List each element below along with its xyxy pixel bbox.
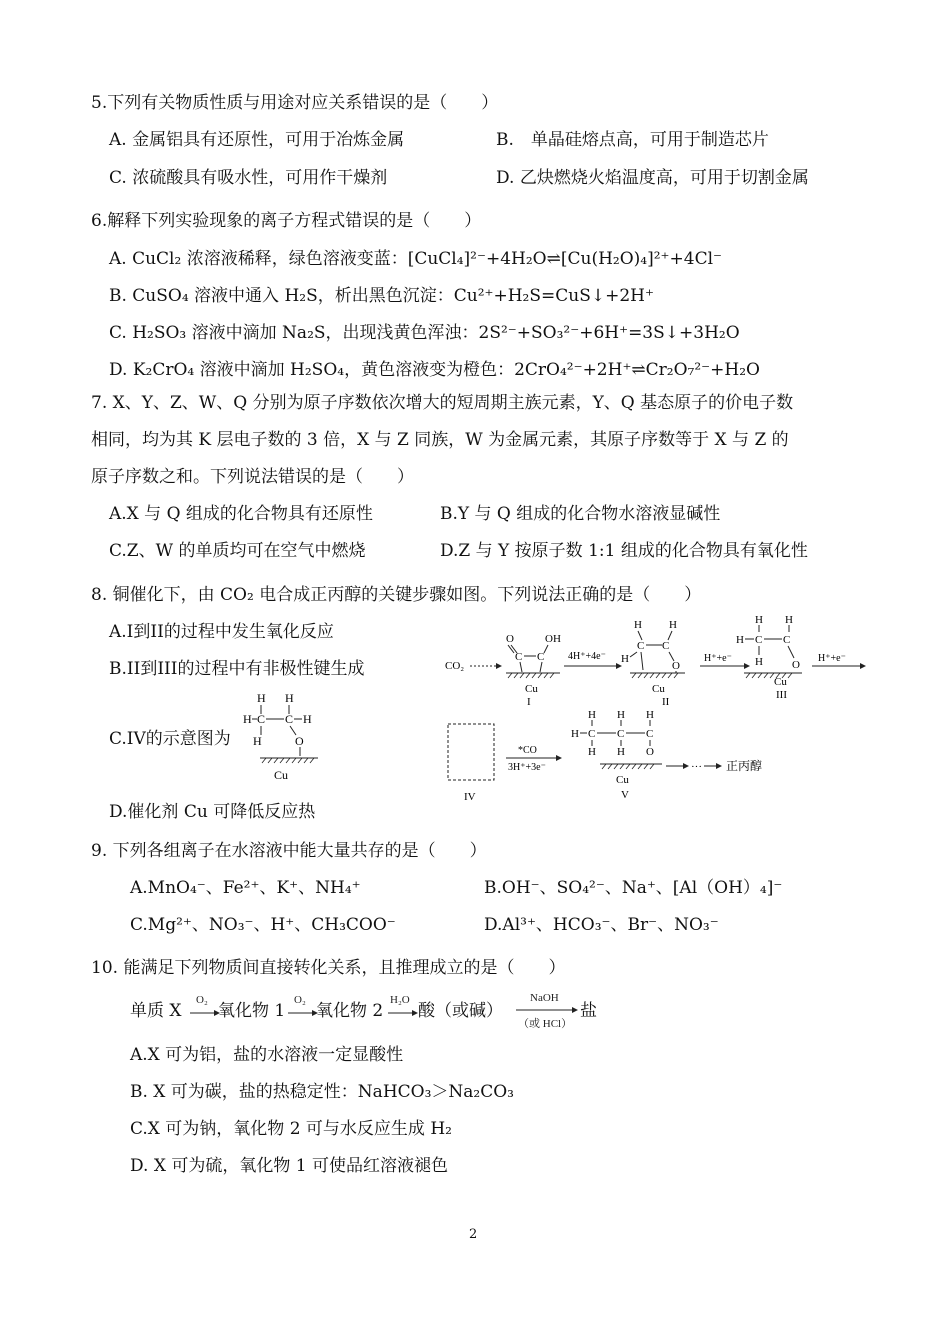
structure-v-label: V — [621, 789, 629, 801]
svg-text:H: H — [257, 691, 266, 705]
q8-option-b: B.II到III的过程中有非极性键生成 — [109, 659, 365, 679]
q10-option-a: A.X 可为铝，盐的水溶液一定显酸性 — [130, 1045, 404, 1065]
svg-text:H: H — [669, 619, 677, 631]
q5-option-b: B. 单晶硅熔点高，可用于制造芯片 — [496, 130, 769, 150]
svg-text:O: O — [506, 633, 514, 645]
arrow-label-h2o: H₂O — [390, 994, 410, 1006]
q6-option-b: B. CuSO₄ 溶液中通入 H₂S，析出黑色沉淀：Cu²⁺+H₂S=CuS↓+2H⁺ — [109, 286, 654, 306]
svg-text:H: H — [621, 653, 629, 665]
q7-option-a: A.X 与 Q 组成的化合物具有还原性 — [109, 504, 373, 524]
svg-text:H: H — [617, 709, 625, 721]
arrow-label-o2-1: O₂ — [196, 994, 208, 1006]
svg-text:H: H — [285, 691, 294, 705]
q8-stem: 8. 铜催化下，由 CO₂ 电合成正丙醇的关键步骤如图。下列说法正确的是（ ） — [91, 585, 702, 605]
conversion-chain — [130, 990, 650, 1030]
svg-text:H: H — [253, 734, 262, 748]
structure-iv-label: IV — [464, 791, 476, 803]
product-label: 正丙醇 — [726, 759, 763, 773]
svg-text:···: ··· — [691, 761, 702, 773]
svg-text:H: H — [755, 614, 763, 626]
svg-text:H: H — [588, 709, 596, 721]
svg-text:C: C — [617, 728, 625, 740]
svg-text:C: C — [637, 640, 645, 652]
q7-option-c: C.Z、W 的单质均可在空气中燃烧 — [109, 541, 366, 561]
svg-text:H: H — [755, 656, 763, 668]
q6-stem: 6.解释下列实验现象的离子方程式错误的是（ ） — [91, 211, 482, 231]
svg-text:H: H — [571, 728, 579, 740]
svg-text:H: H — [617, 746, 625, 758]
arrow-label-hcl: （或 HCl） — [518, 1018, 573, 1030]
svg-text:C: C — [257, 712, 266, 726]
svg-text:H: H — [785, 614, 793, 626]
structure-ii-cu: Cu — [652, 683, 665, 695]
q9-option-a: A.MnO₄⁻、Fe²⁺、K⁺、NH₄⁺ — [130, 878, 361, 898]
q5-option-d: D. 乙炔燃烧火焰温度高，可用于切割金属 — [496, 168, 809, 188]
svg-text:C: C — [783, 634, 791, 646]
structure-ii-label: II — [662, 696, 670, 708]
structure-v-cu: Cu — [616, 774, 629, 786]
svg-text:H: H — [634, 619, 642, 631]
q10-stem: 10. 能满足下列物质间直接转化关系，且推理成立的是（ ） — [91, 958, 566, 978]
reaction-diagram — [440, 612, 940, 812]
structure-i-label: I — [527, 696, 531, 708]
q8-option-d: D.催化剂 Cu 可降低反应热 — [109, 802, 316, 822]
q6-option-c: C. H₂SO₃ 溶液中滴加 Na₂S，出现浅黄色浑浊：2S²⁻+SO₃²⁻+6H⁺=3S↓+3H₂O — [109, 323, 740, 343]
arrow-label-naoh: NaOH — [530, 992, 559, 1004]
svg-text:O: O — [646, 746, 654, 758]
q7-option-d: D.Z 与 Y 按原子数 1:1 组成的化合物具有氧化性 — [440, 541, 808, 561]
q5-stem: 5.下列有关物质性质与用途对应关系错误的是（ ） — [91, 93, 499, 113]
q8-option-a: A.I到II的过程中发生氧化反应 — [109, 622, 334, 642]
svg-text:O: O — [672, 660, 680, 672]
q9-option-c: C.Mg²⁺、NO₃⁻、H⁺、CH₃COO⁻ — [130, 915, 396, 935]
svg-text:4H⁺+4e⁻: 4H⁺+4e⁻ — [568, 651, 606, 662]
q10-option-b: B. X 可为碳，盐的热稳定性：NaHCO₃＞Na₂CO₃ — [130, 1082, 514, 1102]
chain-oxide-2: 氧化物 2 — [316, 1001, 384, 1021]
page-number: 2 — [469, 1227, 478, 1242]
q5-option-a: A. 金属铝具有还原性，可用于冶炼金属 — [109, 130, 405, 150]
svg-text:C: C — [515, 651, 523, 663]
svg-text:O: O — [295, 734, 304, 748]
q6-option-d: D. K₂CrO₄ 溶液中滴加 H₂SO₄，黄色溶液变为橙色：2CrO₄²⁻+2H⁺⇌Cr₂O₇²⁻+H₂O — [109, 360, 760, 380]
svg-text:C: C — [646, 728, 654, 740]
q9-stem: 9. 下列各组离子在水溶液中能大量共存的是（ ） — [91, 841, 487, 861]
svg-text:H: H — [243, 712, 252, 726]
q6-option-a: A. CuCl₂ 浓溶液稀释，绿色溶液变蓝：[CuCl₄]²⁻+4H₂O⇌[Cu(H₂O)₄]²⁺+4Cl⁻ — [109, 249, 722, 269]
arrow-4 — [516, 1007, 578, 1013]
svg-text:CO₂: CO₂ — [445, 660, 465, 672]
chain-salt: 盐 — [580, 1001, 597, 1021]
svg-text:C: C — [755, 634, 763, 646]
q9-option-d: D.Al³⁺、HCO₃⁻、Br⁻、NO₃⁻ — [484, 915, 719, 935]
q8-option-c: C.IV的示意图为 — [109, 729, 231, 749]
q9-option-b: B.OH⁻、SO₄²⁻、Na⁺、[Al（OH）₄]⁻ — [484, 878, 783, 898]
svg-text:C: C — [588, 728, 596, 740]
chain-acid-or-base: 酸（或碱） — [418, 1001, 503, 1021]
structure-iii-label: III — [776, 689, 787, 701]
svg-text:O: O — [792, 659, 800, 671]
q10-option-c: C.X 可为钠，氧化物 2 可与水反应生成 H₂ — [130, 1119, 452, 1139]
svg-text:H: H — [588, 746, 596, 758]
chain-element-x: 单质 X — [130, 1001, 182, 1021]
arrow-2 — [288, 1010, 318, 1016]
q5-option-c: C. 浓硫酸具有吸水性，可用作干燥剂 — [109, 168, 388, 188]
svg-text:H⁺+e⁻: H⁺+e⁻ — [704, 653, 732, 664]
arrow-1 — [190, 1010, 220, 1016]
svg-text:OH: OH — [545, 633, 561, 645]
svg-text:3H⁺+3e⁻: 3H⁺+3e⁻ — [508, 762, 546, 773]
q7-line-3: 原子序数之和。下列说法错误的是（ ） — [91, 467, 414, 487]
arrow-label-o2-2: O₂ — [294, 994, 306, 1006]
svg-text:C: C — [662, 640, 670, 652]
q7-line-2: 相同，均为其 K 层电子数的 3 倍，X 与 Z 同族，W 为金属元素，其原子序数等于 X 与 Z 的 — [91, 430, 789, 450]
svg-text:H: H — [736, 634, 744, 646]
q10-option-d: D. X 可为硫，氧化物 1 可使品红溶液褪色 — [130, 1156, 448, 1176]
svg-text:Cu: Cu — [274, 768, 289, 782]
chain-oxide-1: 氧化物 1 — [218, 1001, 286, 1021]
svg-text:H⁺+e⁻: H⁺+e⁻ — [818, 653, 846, 664]
option-c-structure — [240, 690, 340, 785]
svg-text:H: H — [646, 709, 654, 721]
q7-option-b: B.Y 与 Q 组成的化合物水溶液显碱性 — [440, 504, 721, 524]
structure-iii-cu: Cu — [774, 676, 787, 688]
svg-text:C: C — [285, 712, 294, 726]
arrow-3 — [388, 1010, 418, 1016]
q7-line-1: 7. X、Y、Z、W、Q 分别为原子序数依次增大的短周期主族元素，Y、Q 基态原子的价电子数 — [91, 393, 794, 413]
svg-text:C: C — [537, 651, 545, 663]
structure-i-cu: Cu — [525, 683, 538, 695]
svg-text:H: H — [303, 712, 312, 726]
svg-text:*CO: *CO — [518, 745, 537, 756]
